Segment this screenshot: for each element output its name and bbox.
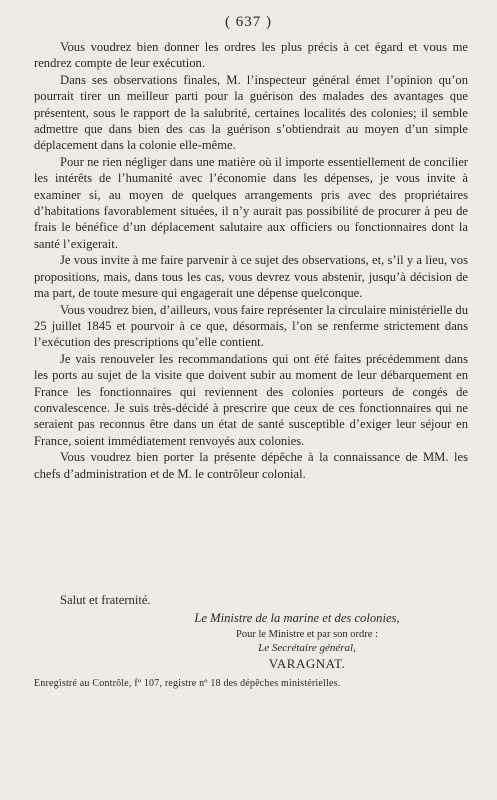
closing-salutation: Salut et fraternité. xyxy=(60,593,151,607)
paragraph-5: Vous voudrez bien, d’ailleurs, vous faire représenter la circulaire ministérielle du 25 juillet 1845 et pourvoir à ce que, désormais, l’on se renferme strictement dans l’exécution des prescriptions qu’elle contient. xyxy=(34,302,468,350)
paragraph-7: Vous voudrez bien porter la présente dépêche à la connaissance de MM. les chefs d’administration et de M. le contrôleur colonial. xyxy=(34,450,468,481)
registration-note: Enregistré au Contrôle, fº 107, registre nº 18 des dépêches ministérielles. xyxy=(34,678,341,689)
paragraph-6: Je vais renouveler les recommandations qui ont été faites précédemment dans les ports au sujet de la visite que doivent subir au moment de leur débarquement en France les fonctionnaires qui reviennent des colonies porteurs de congés de convalescence. Je suis très-décidé à prescrire que ceux de ces fonctionnaires qui ne seraient pas reconnus être dans un état de santé susceptible d’exiger leur séjour en France, soient immédiatement renvoyés aux colonies. xyxy=(34,351,468,448)
delegation-line: Pour le Ministre et par son ordre : xyxy=(235,629,378,640)
minister-title: Le Ministre de la marine et des colonies, xyxy=(194,611,400,625)
paragraph-1: Vous voudrez bien donner les ordres les plus précis à cet égard et vous me rendrez compte de leur exécution. xyxy=(34,40,468,71)
page-number: ( 637 ) xyxy=(225,14,272,30)
paragraph-2: Dans ses observations finales, M. l’inspecteur général émet l’opinion qu’on pourrait tirer un meilleur parti pour la guérison des malades des avantages que présentent, sous le rapport de la salubrité, certaines localités des colonies; il semble admettre que dans bien des cas la guérison s’obtiendrait au moyen d’un simple déplacement dans la colonie elle-même. xyxy=(34,72,468,153)
letter-body xyxy=(34,39,468,482)
paragraph-3: Pour ne rien négliger dans une matière où il importe essentiellement de concilier les intérêts de l’humanité avec l’économie dans les dépenses, je vous invite à examiner si, au moyen de quelques arrangements pris avec des propriétaires d’habitations favorablement situées, il n’y aurait pas possibilité de procurer à peu de frais le bénéfice d’un déplacement salutaire aux officiers ou fonctionnaires dont la santé l’exigerait. xyxy=(34,154,468,251)
paragraph-4: Je vous invite à me faire parvenir à ce sujet des observations, et, s’il y a lieu, vos propositions, mais, dans tous les cas, vous devrez vous abstenir, jusqu’à décision de ma part, de toute mesure qui engagerait une dépense quelconque. xyxy=(34,253,468,301)
signatory-name: VARAGNAT. xyxy=(268,656,346,671)
secretary-title: Le Secrétaire général, xyxy=(258,642,356,654)
